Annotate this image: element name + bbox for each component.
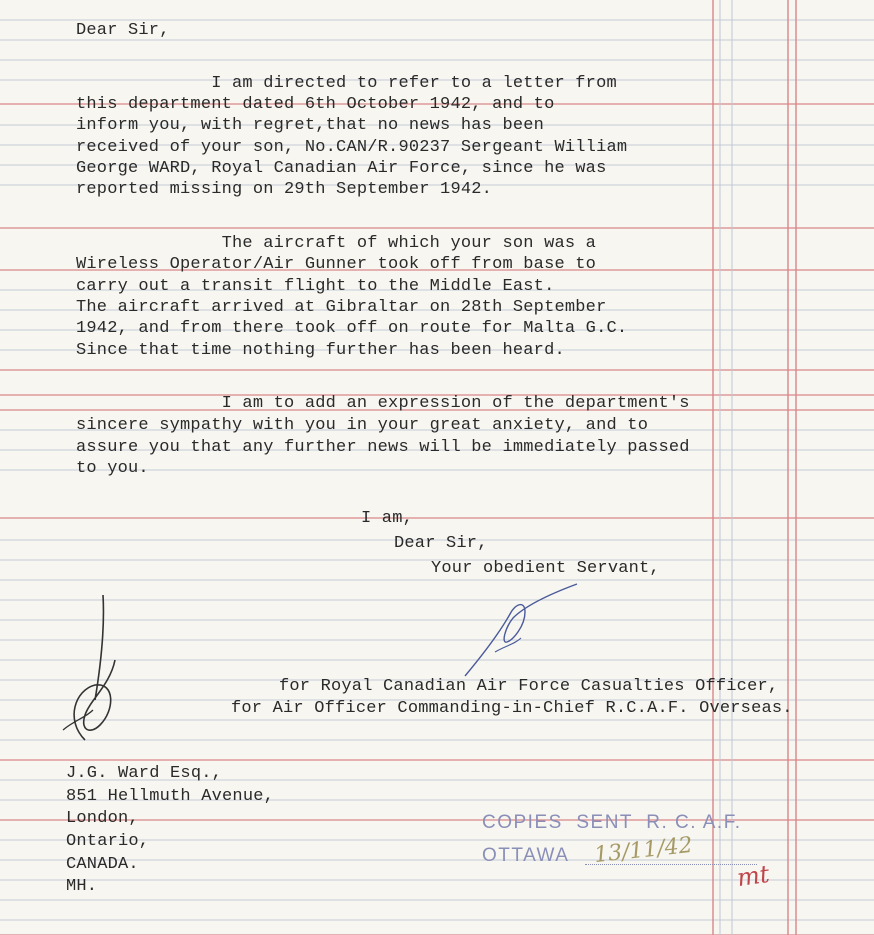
body-line: Wireless Operator/Air Gunner took off from base to — [76, 255, 597, 274]
address-line: J.G. Ward Esq., — [66, 764, 223, 783]
address-line: 851 Hellmuth Avenue, — [66, 787, 275, 806]
stamp-line-1: COPIES SENT R. C. A.F. — [482, 812, 742, 833]
body-line: assure you that any further news will be immediately passed — [76, 438, 690, 457]
body-line: 1942, and from there took off on route for Malta G.C. — [76, 319, 628, 338]
body-line: carry out a transit flight to the Middle East. — [76, 277, 555, 296]
body-line: I am to add an expression of the department's — [76, 394, 690, 413]
closing-line: I am, — [361, 509, 414, 528]
body-line: to you. — [76, 459, 149, 478]
address-line: Ontario, — [66, 832, 150, 851]
body-line: I am directed to refer to a letter from — [76, 74, 617, 93]
signatory-line: for Royal Canadian Air Force Casualties Officer, — [279, 677, 779, 696]
stamp-date-handwritten: 13/11/42 — [592, 832, 694, 869]
body-line: The aircraft of which your son was a — [76, 234, 597, 253]
body-line: The aircraft arrived at Gibraltar on 28th September — [76, 298, 607, 317]
body-line: sincere sympathy with you in your great anxiety, and to — [76, 416, 649, 435]
closing-line: Dear Sir, — [394, 534, 488, 553]
body-line: reported missing on 29th September 1942. — [76, 180, 493, 199]
signatory-line: for Air Officer Commanding-in-Chief R.C.A.F. Overseas. — [231, 699, 793, 718]
address-line: MH. — [66, 877, 98, 896]
stamp-line-2: OTTAWA — [482, 845, 570, 866]
closing-line: Your obedient Servant, — [431, 559, 660, 578]
red-initials: mt — [735, 859, 772, 893]
address-line: CANADA. — [66, 855, 139, 874]
salutation: Dear Sir, — [76, 21, 170, 40]
body-line: George WARD, Royal Canadian Air Force, since he was — [76, 159, 607, 178]
officer-signature — [455, 582, 585, 682]
margin-initials — [55, 590, 125, 750]
address-line: London, — [66, 809, 139, 828]
body-line: received of your son, No.CAN/R.90237 Sergeant William — [76, 138, 628, 157]
body-line: inform you, with regret,that no news has been — [76, 116, 545, 135]
body-line: this department dated 6th October 1942, and to — [76, 95, 555, 114]
body-line: Since that time nothing further has been heard. — [76, 341, 565, 360]
